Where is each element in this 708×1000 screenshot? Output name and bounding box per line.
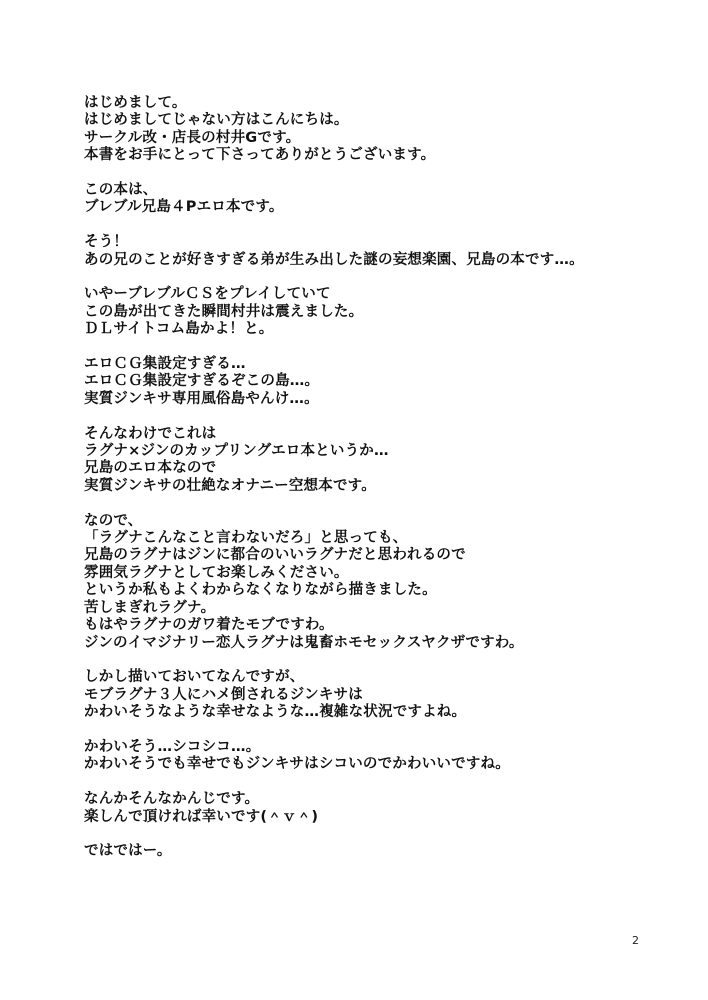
- paragraph: [84, 513, 684, 652]
- text-line: 「ラグナこんなこと言わないだろ」と思っても、: [84, 530, 408, 547]
- text-line: 楽しんで頂ければ幸いです(＾ｖ＾): [84, 808, 319, 825]
- text-line: 実質ジンキサ専用風俗島やんけ…。: [84, 390, 319, 407]
- text-line: そんなわけでこれは: [84, 425, 217, 442]
- paragraph: [84, 669, 684, 721]
- text-line: ジンのイマジナリー恋人ラグナは鬼畜ホモセックスヤクザですわ。: [84, 634, 524, 651]
- text-line: かわいそうでも幸せでもジンキサはシコいのでかわいいですね。: [84, 756, 510, 773]
- paragraph: [84, 286, 684, 338]
- text-line: もはやラグナのガワ着たモブですわ。: [84, 617, 334, 634]
- text-line: かわいそうなような幸せなような…複雑な状況ですよね。: [84, 704, 467, 721]
- text-line: ラグナ×ジンのカップリングエロ本というか…: [84, 443, 389, 460]
- text-line: しかし描いておいてなんですが、: [84, 669, 305, 686]
- paragraph: [84, 182, 684, 217]
- page-number: 2: [632, 934, 639, 947]
- text-line: この本は、: [84, 182, 158, 199]
- text-line: 兄島のラグナはジンに都合のいいラグナだと思われるので: [84, 547, 466, 564]
- paragraph: [84, 426, 684, 496]
- text-line: 本書をお手にとって下さってありがとうございます。: [84, 147, 436, 164]
- text-line: ブレブル兄島４Pエロ本です。: [84, 199, 284, 216]
- text-line: なんかそんなかんじです。: [84, 791, 260, 808]
- text-line: 苦しまぎれラグナ。: [84, 599, 216, 616]
- text-line: エロＣＧ集設定すぎるぞこの島…。: [84, 373, 320, 390]
- text-line: エロＣＧ集設定すぎる…: [84, 356, 246, 373]
- paragraph: [84, 739, 684, 774]
- text-line: いやーブレブルＣＳをプレイしていて: [84, 286, 331, 303]
- text-line: 雰囲気ラグナとしてお楽しみください。: [84, 564, 349, 581]
- text-line: あの兄のことが好きすぎる弟が生み出した謎の妄想楽園、兄島の本です…。: [84, 251, 584, 268]
- text-line: はじめましてじゃない方はこんにちは。: [84, 112, 349, 129]
- text-line: モブラグナ３人にハメ倒されるジンキサは: [84, 686, 363, 703]
- paragraph: [84, 843, 684, 860]
- text-line: はじめまして。: [84, 95, 187, 111]
- paragraph: [84, 234, 684, 269]
- text-line: 兄島のエロ本なので: [84, 460, 217, 477]
- text-line: かわいそう…シコシコ…。: [84, 738, 261, 755]
- text-line: サークル改・店長の村井Gです。: [84, 129, 301, 146]
- text-line: なので、: [84, 512, 143, 529]
- afterword-text: [84, 95, 684, 878]
- text-line: 実質ジンキサの壮絶なオナニー空想本です。: [84, 477, 376, 494]
- text-line: ではではー。: [84, 843, 172, 860]
- paragraph: [84, 356, 684, 408]
- text-line: というか私もよくわからなくなりながら描きました。: [84, 582, 437, 599]
- text-line: この島が出てきた瞬間村井は震えました。: [84, 303, 364, 320]
- paragraph: [84, 791, 684, 826]
- text-line: そう！: [84, 234, 129, 251]
- text-line: ＤＬサイトコム島かよ！と。: [84, 321, 274, 338]
- paragraph: [84, 95, 684, 165]
